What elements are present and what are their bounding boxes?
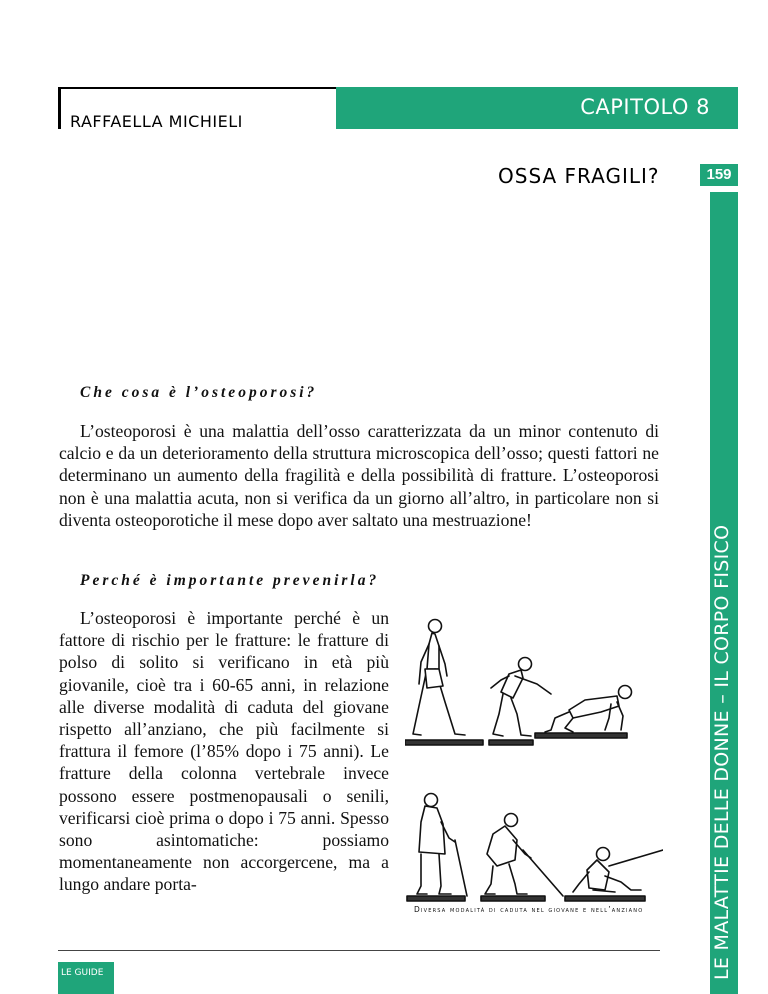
figure-crawling-man (545, 686, 632, 733)
section-heading-prevention: Perché è importante prevenirla? (80, 572, 380, 589)
figure-falling-man (491, 658, 551, 737)
footer-badge (58, 962, 114, 994)
footer-label: LE GUIDE (61, 968, 104, 978)
figure-elderly-woman-with-cane (417, 794, 467, 897)
section-paragraph-osteoporosis (59, 420, 659, 531)
author-bar (58, 87, 61, 129)
paragraph-text: L’osteoporosi è una malattia dell’osso caratterizzata da un minor contenuto di calcio e da un deterioramento della struttura microscopica dell’osso; questi fattori ne determinano un aumento della fragilità e della possibilità di fratture. L’osteoporosi non è una malattia acuta, non si verifica da un giorno all’altro, in particolare non si diventa osteoporotiche il mese dopo aver saltato una mestruazione! (59, 421, 659, 530)
paragraph-text: L’osteoporosi è importante perché è un fattore di rischio per le fratture: le fratture di polso di solito si verificano in età più giovanile, cioè tra i 60-65 anni, in relazione alle diverse modalità di caduta del giovane rispetto all’anziano, che più facilmente si frattura il femore (l’85% dopo i 75 anni). Le fratture della colonna vertebrale invece possono essere postmenopausali o senili, verificarsi cioè prima o dopo i 75 anni. Spesso sono asintomatiche: possiamo momentaneamente non accorgercene, ma a lungo andare porta- (59, 608, 389, 895)
author-name: RAFFAELLA MICHIELI (70, 112, 243, 131)
figure-fallen-elderly-man (573, 848, 663, 893)
figure-caption: Diversa modalità di caduta nel giovane e nell’anziano (414, 905, 644, 914)
section-heading-osteoporosis: Che cosa è l’osteoporosi? (80, 384, 318, 401)
page-number: 159 (706, 166, 732, 183)
author-rule (58, 87, 336, 89)
top-row-floor (405, 733, 627, 745)
figure-stooped-woman-with-stick (485, 814, 563, 897)
chapter-label: CAPITOLO 8 (580, 95, 710, 119)
footer-rule (58, 950, 660, 951)
side-band-text: LE MALATTIE DELLE DONNE – IL CORPO FISICO (711, 524, 733, 980)
page-title: OSSA FRAGILI? (498, 164, 660, 188)
bottom-row-floor (407, 896, 645, 901)
figure-walking-woman (413, 620, 465, 736)
falls-illustration (405, 614, 663, 904)
section-paragraph-prevention (59, 607, 389, 896)
